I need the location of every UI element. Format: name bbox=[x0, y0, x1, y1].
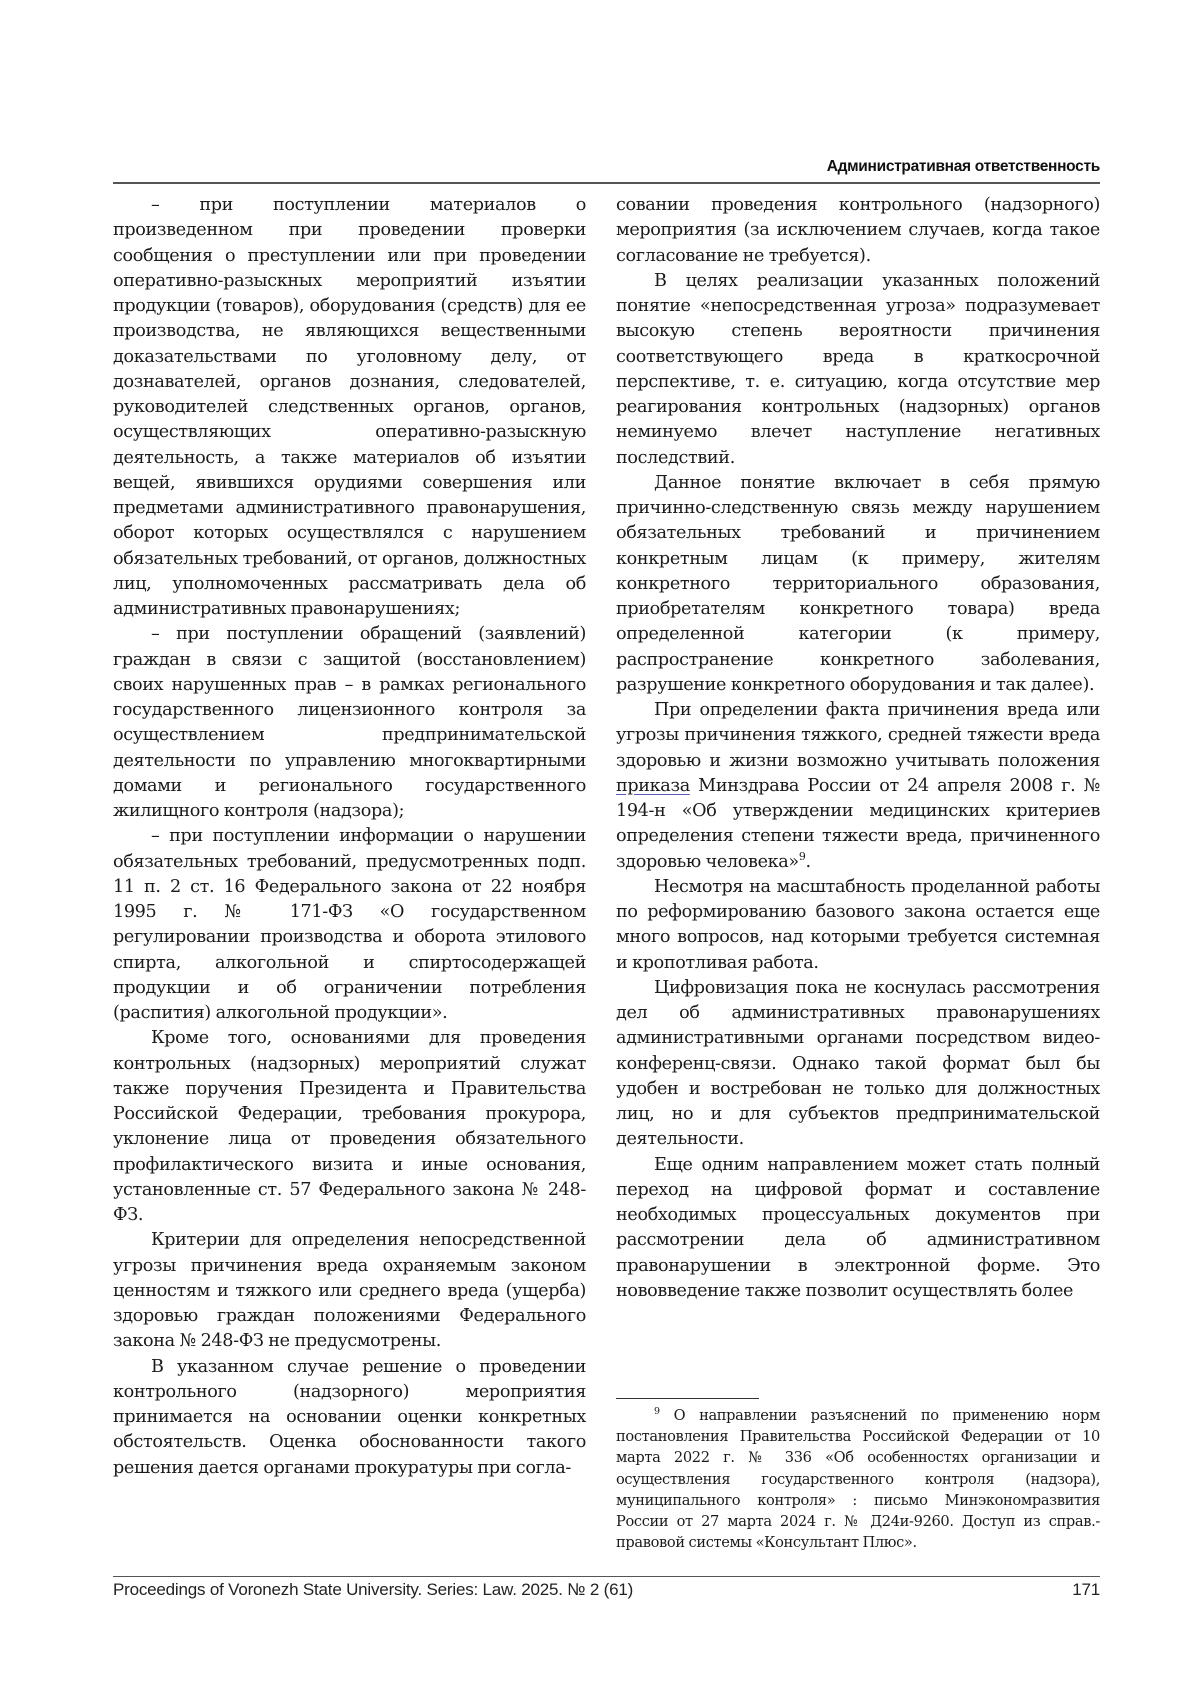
paragraph: Еще одним направлением может стать полный переход на цифровой формат и составление необходимых процессуальных документов при рассмотрении дела об административном правонарушении в электронной форме. Это нововведение также позволит осуществлять более bbox=[616, 1154, 1100, 1301]
paragraph: – при поступлении обращений (заявлений) граждан в связи с защитой (восстановлением) своих нарушенных прав – в рамках регионального государственного лицензионного контроля за осуществлением предпринимательской деятельности по управлению многоквартирными домами и регионального государственного жилищного контроля (надзора); bbox=[113, 624, 586, 821]
running-head-section-title: Административная ответственность bbox=[826, 158, 1100, 175]
footer-rule bbox=[113, 1576, 1100, 1577]
footnote-separator bbox=[616, 1398, 759, 1399]
paragraph-text: При определении факта причинения вреда или угрозы причинения тяжкого, средней тяжести вреда здоровью и жизни возможно учитывать положения bbox=[616, 700, 1100, 771]
footnote-item bbox=[616, 1405, 1100, 1553]
paragraph: В указанном случае решение о проведении контрольного (надзорного) мероприятия принимается на основании оценки конкретных обстоятельств. Оценка обоснованности такого решения дается органами прокуратуры при согла- bbox=[113, 1356, 586, 1478]
journal-citation: Proceedings of Voronezh State University. Series: Law. 2025. № 2 (61) bbox=[113, 1580, 634, 1599]
paragraph: – при поступлении информации о нарушении обязательных требований, предусмотренных подп. 11 п. 2 ст. 16 Федерального закона от 22 ноября 1995 г. № 171-ФЗ «О государственном регулировании производства и оборота этилового спирта, алкогольной и спиртосодержащей продукции и об ограничении потребления (распития) алкогольной продукции». bbox=[113, 826, 586, 1023]
footnote bbox=[616, 1405, 1100, 1553]
paragraph-continuation: совании проведения контрольного (надзорного) мероприятия (за исключением случаев, когда такое согласование не требуется). bbox=[616, 195, 1100, 266]
paragraph: Данное понятие включает в себя прямую причинно-следственную связь между нарушением обязательных требований и причинением конкретным лицам (к примеру, жителям конкретного территориального образования, приобретателям конкретного товара) вреда определенной категории (к примеру, распространение конкретного заболевания, разрушение конкретного оборудования и так далее). bbox=[616, 472, 1100, 695]
page-number: 171 bbox=[1072, 1580, 1100, 1599]
paragraph: – при поступлении материалов о произведенном при проведении проверки сообщения о преступлении или при проведении оперативно-разыскных мероприятий изъятии продукции (товаров), оборудования (средств) для ее производства, не являющихся вещественными доказательствами по уголовному делу, от дознавателей, органов дознания, следователей, руководителей следственных органов, органов, осуществляющих оперативно-разыскную деятельность, а также материалов об изъятии вещей, явившихся орудиями совершения или предметами административного правонарушения, оборот которых осуществлялся с нарушением обязательных требований, от органов, должностных лиц, уполномоченных рассматривать дела об административных правонарушениях; bbox=[113, 195, 586, 619]
footnote-reference[interactable]: 9 bbox=[798, 849, 806, 863]
footnote-number: 9 bbox=[654, 1406, 660, 1418]
paragraph-with-link bbox=[616, 698, 1100, 875]
paragraph: Цифровизация пока не коснулась рассмотрения дел об административных правонарушениях административными органами посредством видео-конференц-связи. Однако такой формат был бы удобен и востребован не только для должностных лиц, но и для субъектов предпринимательской деятельности. bbox=[616, 977, 1100, 1150]
paragraph: Несмотря на масштабность проделанной работы по реформированию базового закона остается еще много вопросов, над которыми требуется системная и кропотливая работа. bbox=[616, 876, 1100, 973]
page-footer bbox=[113, 1580, 1100, 1600]
order-link[interactable]: приказа bbox=[616, 775, 690, 796]
paragraph-text: Минздрава России от 24 апреля 2008 г. № 194-н «Об утверждении медицинских критериев определения степени тяжести вреда, причиненного здоровью человека» bbox=[616, 775, 1100, 872]
paragraph-text: . bbox=[805, 851, 811, 872]
left-column bbox=[113, 193, 586, 1481]
paragraph: Критерии для определения непосредственной угрозы причинения вреда охраняемым законом ценностям и тяжкого или среднего вреда (ущерба) здоровью граждан положениями Федерального закона № 248-ФЗ не предусмотрены. bbox=[113, 1230, 586, 1352]
paragraph: В целях реализации указанных положений понятие «непосредственная угроза» подразумевает высокую степень вероятности причинения соответствующего вреда в краткосрочной перспективе, т. е. ситуацию, когда отсутствие мер реагирования контрольных (надзорных) органов неминуемо влечет наступление негативных последствий. bbox=[616, 270, 1100, 468]
header-rule bbox=[113, 182, 1100, 184]
right-column bbox=[616, 193, 1100, 1304]
paragraph: Кроме того, основаниями для проведения контрольных (надзорных) мероприятий служат также поручения Президента и Правительства Российской Федерации, требования прокурора, уклонение лица от проведения обязательного профилактического визита и иные основания, установленные ст. 57 Федерального закона № 248-ФЗ. bbox=[113, 1028, 586, 1225]
footnote-text: О направлении разъяснений по применению норм постановления Правительства Российской Федерации от 10 марта 2022 г. № 336 «Об особенностях организации и осуществления государственного контроля (надзора), муниципального контроля» : письмо Минэкономразвития России от 27 марта 2024 г. № Д24и-9260. Доступ из справ.-правовой системы «Консультант Плюс». bbox=[616, 1407, 1100, 1552]
